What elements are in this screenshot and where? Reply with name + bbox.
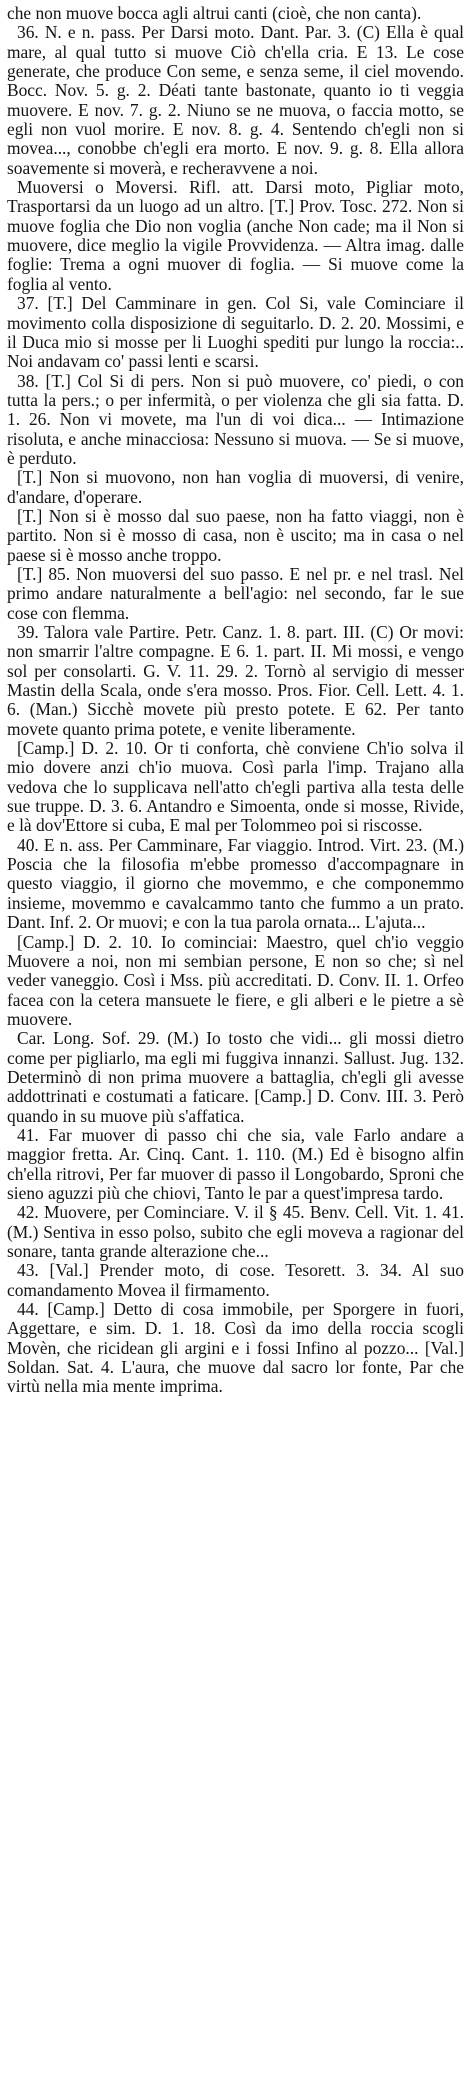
sense-38-note-2: [T.] Non si è mosso dal suo paese, non ha fatto viaggi, non è partito. Non si è mosso di casa, non è uscito; ma in casa o nel paese si è mosso anche troppo. xyxy=(7,505,464,565)
sense-36: 36. N. e n. pass. Per Darsi moto. Dant. Par. 3. (C) Ella è qual mare, al qual tutto si muove Ciò ch'ella cria. E 13. Le cose generate, che produce Con seme, e senza seme, il ciel movendo. Bocc. Nov. 5. g. 2. Déati tante bastonate, quanto io ti veggia muovere. E nov. 7. g. 2. Niuno se ne muova, o faccia motto, se egli non vuol morire. E nov. 8. g. 4. Sentendo ch'egli non si movea..., conobbe ch'egli era morto. E nov. 9. g. 8. Ella allora soavemente si moverà, e recheravvene a noi. xyxy=(7,22,464,178)
sense-43: 43. [Val.] Prender moto, di cose. Tesorett. 3. 34. Al suo comandamento Movea il firmamento. xyxy=(7,1260,464,1300)
sense-41: 41. Far muover di passo chi che sia, vale Farlo andare a maggior fretta. Ar. Cinq. Cant. 1. 110. (M.) Ed è bisogno alfin ch'ella ritrovi, Per far muover di passo il Longobardo, Sproni che sieno aguzzi più che chiovi, Tanto le par a quest'impresa tardo. xyxy=(7,1124,464,1203)
sense-40: 40. E n. ass. Per Camminare, Far viaggio. Introd. Virt. 23. (M.) Poscia che la filosofia m'ebbe promesso d'accompagnare in questo viaggio, il giorno che movemmo, e che componemmo insieme, movemmo e cavalcammo tanto che fummo a un prato. Dant. Inf. 2. Or muovi; e con la tua parola ornata... L'ajuta... xyxy=(7,834,464,933)
sense-44: 44. [Camp.] Detto di cosa immobile, per Sporgere in fuori, Aggettare, e sim. D. 1. 18. Così da imo della roccia scogli Movèn, che ricidean gli argini e i fossi Infino al pozzo... [Val.] Soldan. Sat. 4. L'aura, che muove dal sacro lor fonte, Par che virtù nella mia mente imprima. xyxy=(7,1299,464,1397)
sense-38: 38. [T.] Col Si di pers. Non si può muovere, co' piedi, o con tutta la pers.; o per infermità, o per violenza che gli sia fatta. D. 1. 26. Non vi movete, ma l'un di voi dica... — Intimazione risoluta, e anche minacciosa: Nessuno si muova. — Se si muove, è perduto. xyxy=(7,370,464,468)
sense-38-note-1: [T.] Non si muovono, non han voglia di muoversi, di venire, d'andare, d'operare. xyxy=(7,467,464,507)
entry-continuation: che non muove bocca agli altrui canti (cioè, che non canta). xyxy=(7,3,422,23)
sense-39-camp: [Camp.] D. 2. 10. Or ti conforta, chè conviene Ch'io solva il mio dovere anzi ch'io muova. Così parla l'imp. Trajano alla vedova che lo supplicava nell'atto ch'egli partiva alla testa delle sue truppe. D. 3. 6. Antandro e Simoenta, onde si mosse, Rivide, e là dov'Ettore si cuba, E mal per Tolommeo poi si riscosse. xyxy=(7,738,464,836)
sense-37: 37. [T.] Del Camminare in gen. Col Si, vale Cominciare il movimento colla disposizione di seguitarlo. D. 2. 20. Mossimi, e il Duca mio si mosse per li Luoghi spediti pur lungo la roccia:.. Noi andavam co' passi lenti e scarsi. xyxy=(7,293,464,372)
sense-38-note-3: [T.] 85. Non muoversi del suo passo. E nel pr. e nel trasl. Nel primo andare naturalmente a bell'agio: nel secondo, far le sue cose con flemma. xyxy=(7,563,464,623)
sense-40-camp: [Camp.] D. 2. 10. Io cominciai: Maestro, quel ch'io veggio Muovere a noi, non mi sembian persone, E non so che; sì nel veder vaneggio. Così i Mss. più accreditati. D. Conv. II. 1. Orfeo facea con la cetera mansuete le fiere, e gli alberi e le pietre a sè muovere. xyxy=(7,931,464,1029)
subentry-muoversi: Muoversi o Moversi. Rifl. att. Darsi moto, Pigliar moto, Trasportarsi da un luogo ad un altro. [T.] Prov. Tosc. 272. Non si muove foglia che Dio non voglia (anche Non cade; ma il Non si muovere, dice meglio la vigile Provvidenza. — Altra imag. dalle foglie: Trema a ogni muover di foglia. — Si muove come la foglia al vento. xyxy=(7,177,464,294)
sense-42: 42. Muovere, per Cominciare. V. il § 45. Benv. Cell. Vit. 1. 41. (M.) Sentiva in esso polso, subito che egli moveva a ragionar del sonare, tanta grande alterazione che... xyxy=(7,1202,464,1261)
sense-39: 39. Talora vale Partire. Petr. Canz. 1. 8. part. III. (C) Or movi: non smarrir l'altre compagne. E 6. 1. part. II. Mi mossi, e vengo sol per consolarti. G. V. 11. 29. 2. Tornò al servigio di messer Mastin della Scala, onde s'era mosso. Pros. Fior. Cell. Lett. 4. 1. 6. (Man.) Sicchè movete più presto potete. E 62. Per tanto movete quanto prima potete, e venite liberamente. xyxy=(7,622,464,739)
sense-40-citations: Car. Long. Sof. 29. (M.) Io tosto che vidi... gli mossi dietro come per pigliarlo, ma egli mi fuggiva innanzi. Sallust. Jug. 132. Determinò di non prima muovere a battaglia, ch'egli gli avesse addottrinati e costumati a faticare. [Camp.] D. Conv. III. 3. Però quando in su muove più s'affatica. xyxy=(7,1028,464,1126)
